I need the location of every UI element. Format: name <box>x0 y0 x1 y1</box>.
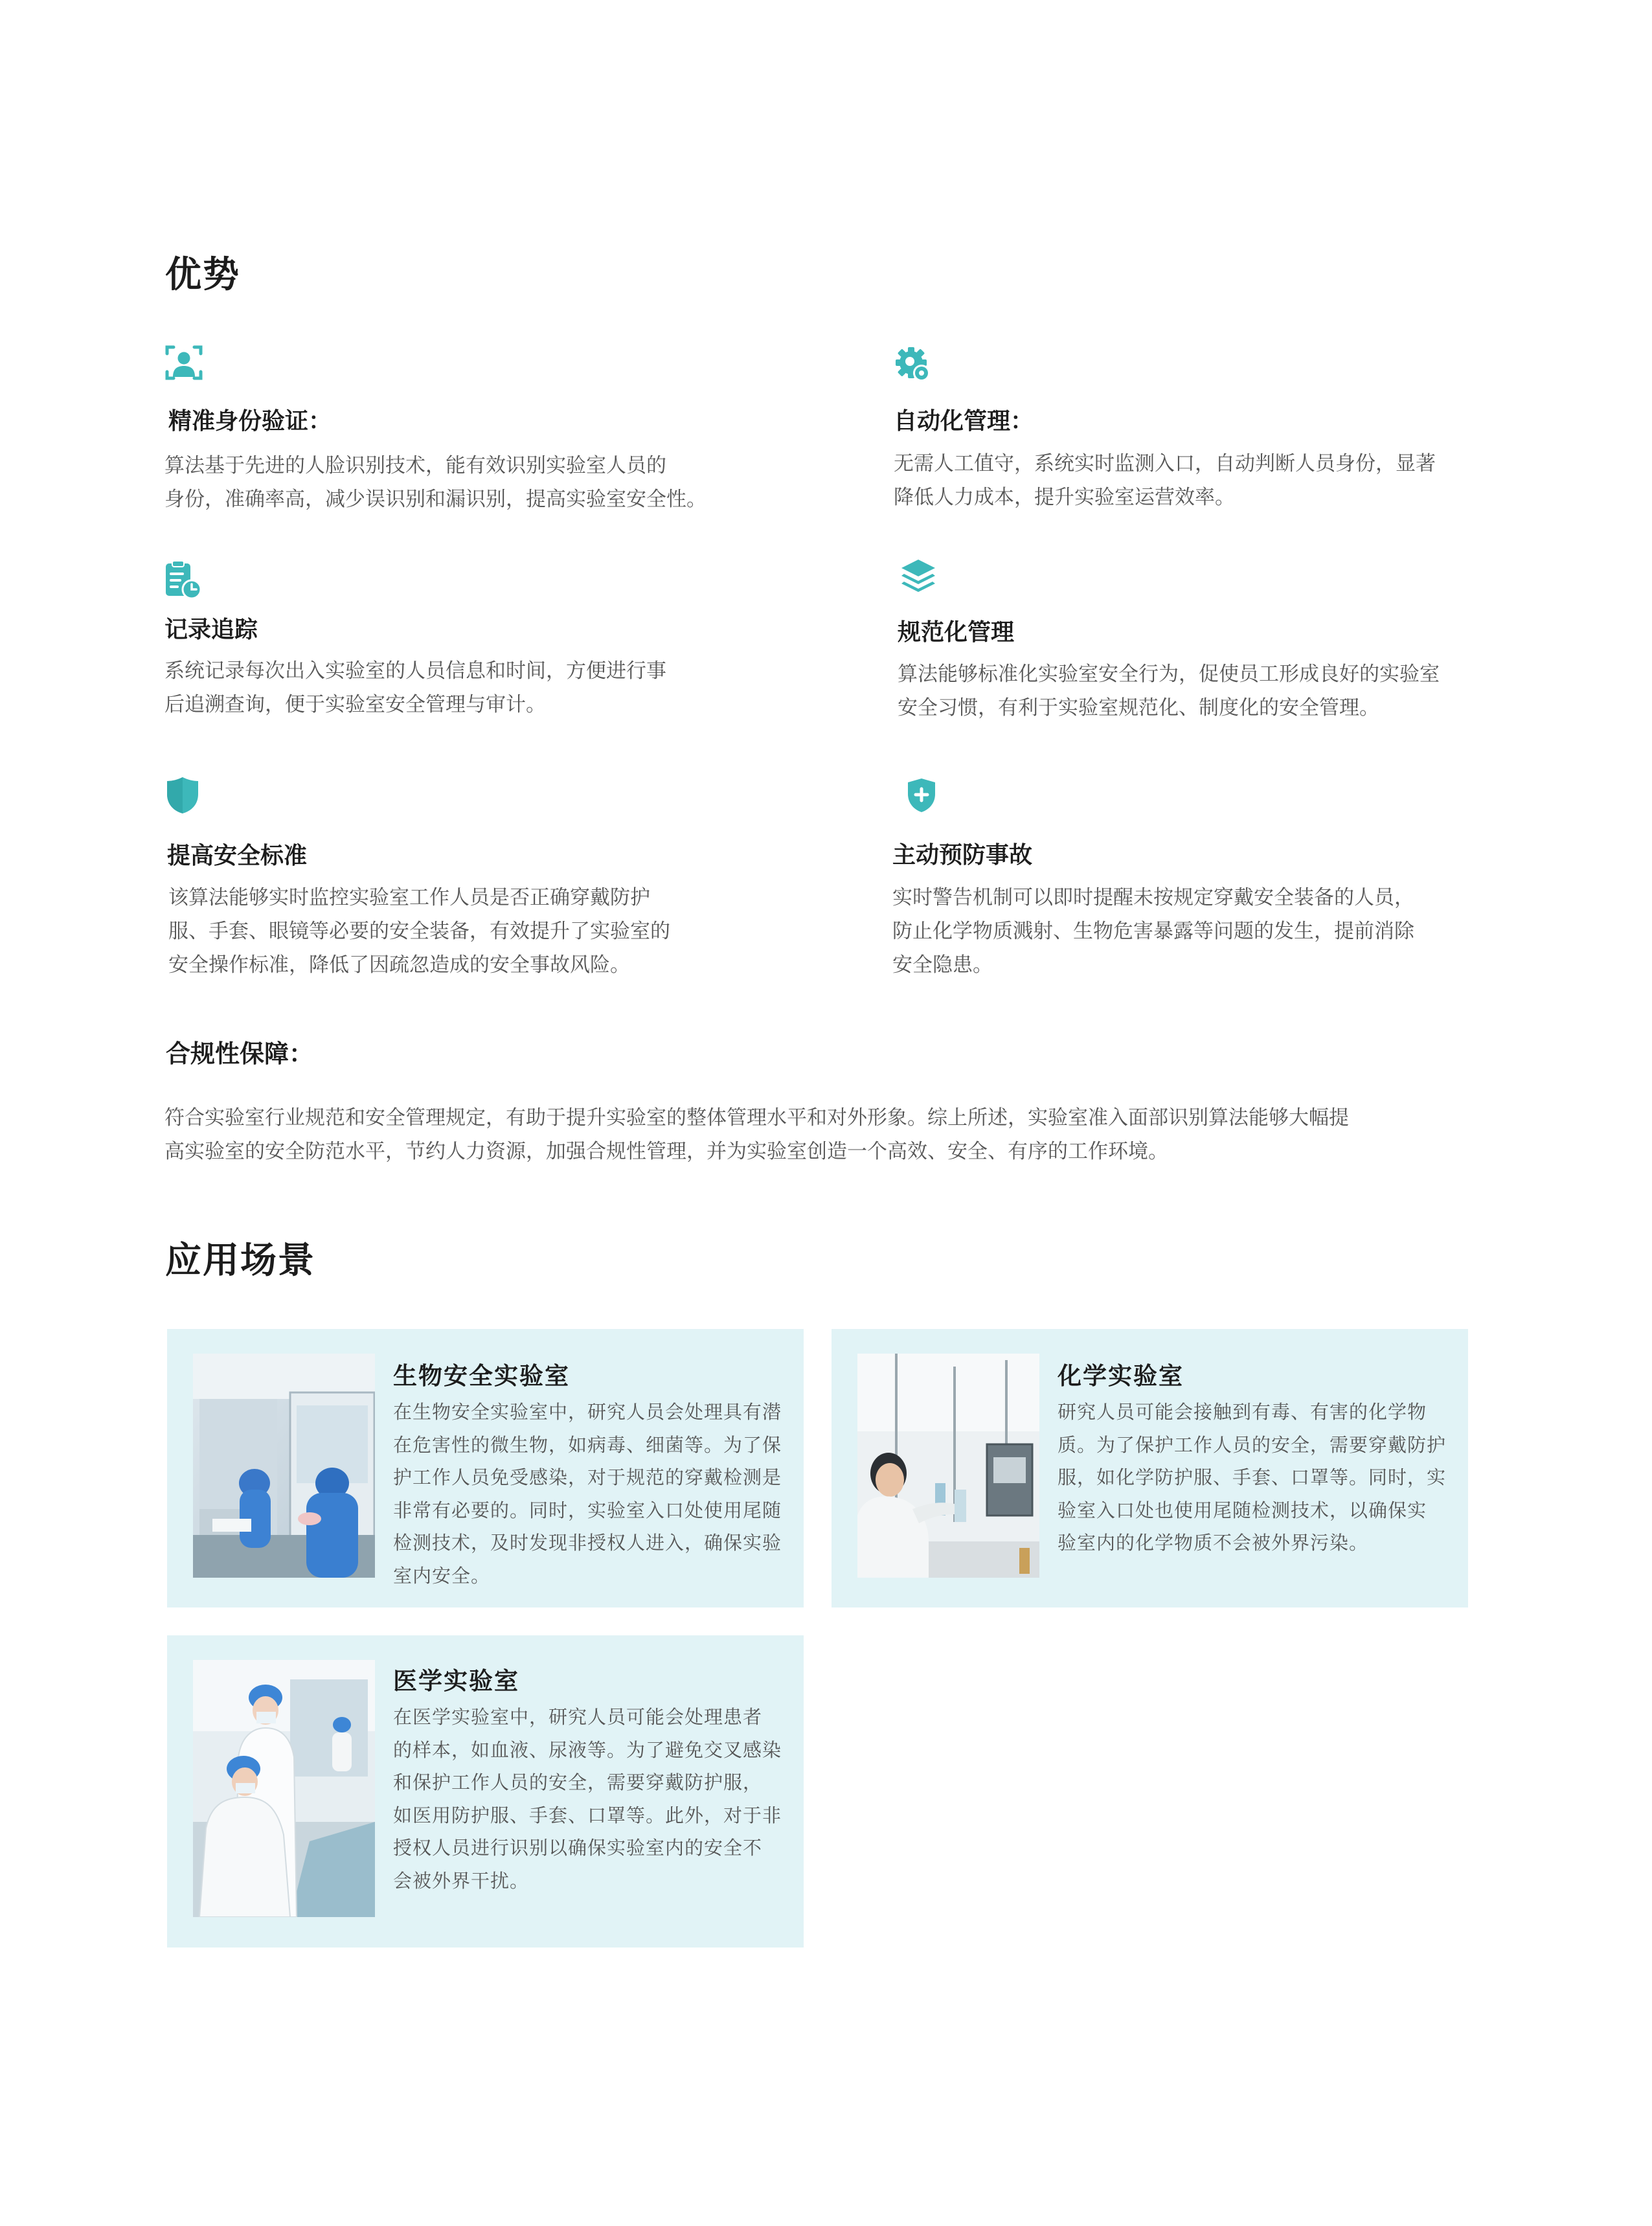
medical-lab-photo <box>193 1660 375 1917</box>
scenario-title-medical: 医学实验室 <box>393 1667 519 1695</box>
feature-title-identity: 精准身份验证： <box>168 408 332 435</box>
feature-desc-automation: 无需人工值守，系统实时监测入口，自动判断人员身份，显著 降低人力成本，提升实验室运营效率。 <box>894 452 1436 509</box>
feature-desc-safety: 该算法能够实时监控实验室工作人员是否正确穿戴防护 服、手套、眼镜等必要的安全装备，有效提升了实验室的 安全操作标准，降低了因疏忽造成的安全事故风险。 <box>168 886 670 977</box>
biosafety-lab-photo <box>193 1354 375 1578</box>
scenario-desc-medical: 在医学实验室中，研究人员可能会处理患者 的样本，如血液、尿液等。为了避免交叉感染 和保护工作人员的安全，需要穿戴防护服， 如医用防护服、手套、口罩等。此外，对于非 授权人员进行识别以确保实验室内的安全不 会被外界干扰。 <box>393 1706 782 1892</box>
scenario-title-biosafety: 生物安全实验室 <box>393 1362 570 1390</box>
scenario-card-medical <box>167 1635 804 1948</box>
shield-icon <box>166 776 205 815</box>
record-clock-icon <box>163 560 202 598</box>
advantages-heading: 优势 <box>165 254 240 296</box>
face-id-icon <box>164 343 203 382</box>
scenario-card-biosafety <box>167 1329 804 1607</box>
scenarios-heading: 应用场景 <box>165 1240 315 1282</box>
feature-title-prevention: 主动预防事故 <box>892 842 1033 869</box>
feature-desc-standardize: 算法能够标准化实验室安全行为，促使员工形成良好的实验室 安全习惯，有利于实验室规范化、制度化的安全管理。 <box>898 663 1440 720</box>
chemistry-lab-photo <box>857 1354 1039 1578</box>
compliance-desc: 符合实验室行业规范和安全管理规定，有助于提升实验室的整体管理水平和对外形象。综上所述，实验室准入面部识别算法能够大幅提 高实验室的安全防范水平，节约人力资源，加强合规性管理，并为实验室创造一个高效、安全、有序的工作环境。 <box>164 1106 1349 1163</box>
feature-desc-prevention: 实时警告机制可以即时提醒未按规定穿戴安全装备的人员， 防止化学物质溅射、生物危害暴露等问题的发生，提前消除 安全隐患。 <box>892 886 1414 977</box>
feature-title-record: 记录追踪 <box>164 617 258 643</box>
scenario-card-chemistry <box>832 1329 1468 1607</box>
feature-title-standardize: 规范化管理 <box>898 619 1015 646</box>
scenario-desc-biosafety: 在生物安全实验室中，研究人员会处理具有潜 在危害性的微生物，如病毒、细菌等。为了保 护工作人员免受感染，对于规范的穿戴检测是 非常有必要的。同时，实验室入口处使用尾随 检测技术，及时发现非授权人进入，确保实验 室内安全。 <box>393 1401 782 1587</box>
feature-title-safety: 提高安全标准 <box>167 843 308 869</box>
feature-title-automation: 自动化管理： <box>894 408 1034 435</box>
compliance-title: 合规性保障： <box>166 1039 314 1068</box>
shield-plus-icon <box>905 777 944 816</box>
feature-desc-identity: 算法基于先进的人脸识别技术，能有效识别实验室人员的 身份，准确率高，减少误识别和漏识别，提高实验室安全性。 <box>164 454 707 511</box>
gear-settings-icon <box>894 345 933 383</box>
layers-icon <box>899 557 938 596</box>
scenario-desc-chemistry: 研究人员可能会接触到有毒、有害的化学物 质。为了保护工作人员的安全，需要穿戴防护 服，如化学防护服、手套、口罩等。同时，实 验室入口处也使用尾随检测技术，以确保实 验室内的化学物质不会被外界污染。 <box>1058 1401 1447 1554</box>
feature-desc-record: 系统记录每次出入实验室的人员信息和时间，方便进行事 后追溯查询，便于实验室安全管理与审计。 <box>164 659 666 716</box>
scenario-title-chemistry: 化学实验室 <box>1058 1362 1184 1390</box>
